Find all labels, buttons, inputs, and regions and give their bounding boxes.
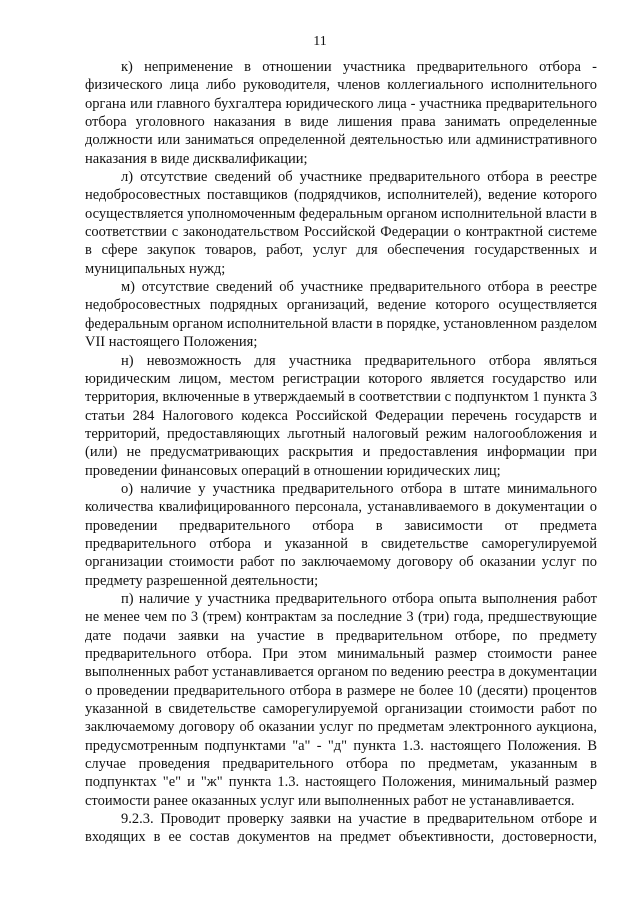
paragraph-m: м) отсутствие сведений об участнике предварительного отбора в реестре недобросовестных подрядных организаций, ведение которого осуществляется федеральным органом исполнительной власти в порядке, установленном разделом VII настоящего Положения; bbox=[85, 279, 597, 351]
document-body bbox=[85, 58, 597, 847]
page-number: 11 bbox=[313, 34, 327, 49]
paragraph-o: о) наличие у участника предварительного отбора в штате минимального количества квалифицированного персонала, устанавливаемого в документации о проведении предварительного отбора в зависимости от предмета предварительного отбора и указанной в свидетельстве саморегулируемой организации стоимости работ по заключаемому договору об оказании услуг по предмету разрешенной деятельности; bbox=[85, 480, 597, 589]
paragraph-n: н) невозможность для участника предварительного отбора являться юридическим лицом, местом регистрации которого является государство или территория, включенные в утверждаемый в соответствии с подпунктом 1 пункта 3 статьи 284 Налогового кодекса Российской Федерации перечень государств и территорий, предоставляющих льготный налоговый режим налогообложения и (или) не предусматривающих раскрытия и предоставления информации при проведении финансовых операций в отношении юридических лиц; bbox=[85, 352, 597, 479]
paragraph-k: к) неприменение в отношении участника предварительного отбора - физического лица либо руководителя, членов коллегиального исполнительного органа или главного бухгалтера юридического лица - участника предварительного отбора уголовного наказания в виде лишения права занимать определенные должности или заниматься определенной деятельностью или административного наказания в виде дисквалификации; bbox=[85, 59, 597, 167]
paragraph-9-2-3: 9.2.3. Проводит проверку заявки на участие в предварительном отборе и входящих в ее состав документов на предмет объективности, достоверности, bbox=[85, 811, 597, 846]
paragraph-l: л) отсутствие сведений об участнике предварительного отбора в реестре недобросовестных поставщиков (подрядчиков, исполнителей), ведение которого осуществляется уполномоченным федеральным органом исполнительной власти в соответствии с законодательством Российской Федерации о контрактной системе в сфере закупок товаров, работ, услуг для обеспечения государственных и муниципальных нужд; bbox=[85, 169, 597, 277]
paragraph-p: п) наличие у участника предварительного отбора опыта выполнения работ не менее чем по 3 (трем) контрактам за последние 3 (три) года, предшествующие дате подачи заявки на участие в предварительном отборе, по предмету предварительного отбора. При этом минимальный размер стоимости ранее выполненных работ устанавливается органом по ведению реестра в документации о проведении предварительного отбора в размере не более 10 (десяти) процентов указанной в свидетельстве саморегулируемой организации стоимости работ по заключаемому договору об оказании услуг по предметам электронного аукциона, предусмотренным подпунктами "а" - "д" пункта 1.3. настоящего Положения. В случае проведения предварительного отбора по предметам, указанным в подпунктах "е" и "ж" пункта 1.3. настоящего Положения, минимальный размер стоимости ранее оказанных услуг или выполненных работ не устанавливается. bbox=[85, 590, 597, 809]
